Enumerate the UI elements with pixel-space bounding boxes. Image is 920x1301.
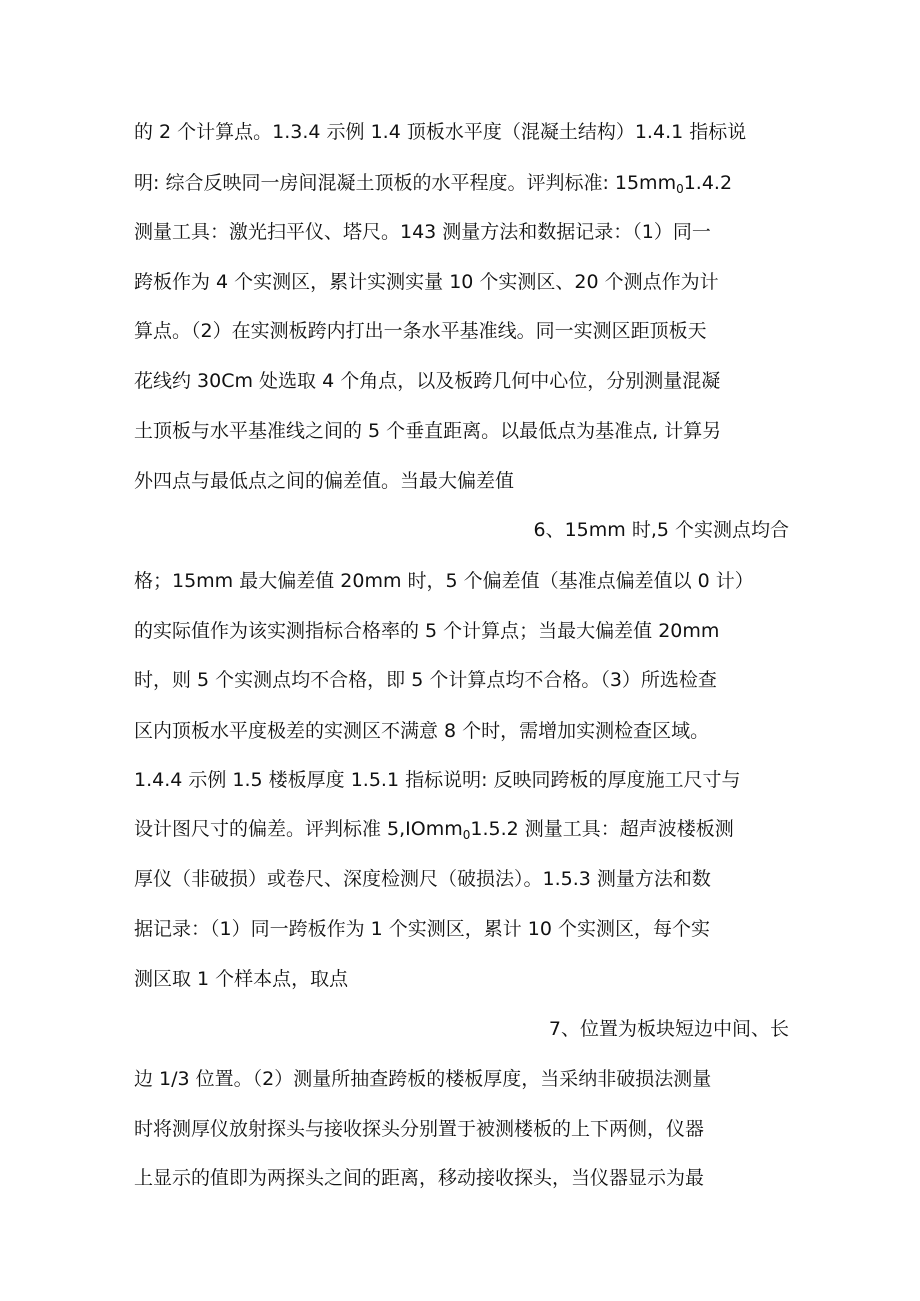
list-item: 7、位置为板块短边中间、长 bbox=[548, 1018, 789, 1040]
subscript: 0 bbox=[462, 828, 471, 842]
text-line: 外四点与最低点之间的偏差值。当最大偏差值 bbox=[134, 470, 515, 492]
text-line: 时将测厚仪放射探头与接收探头分别置于被测楼板的上下两侧，仪器 bbox=[134, 1118, 705, 1140]
text-line: 厚仪（非破损）或卷尺、深度检测尺（破损法）。1.5.3 测量方法和数 bbox=[134, 868, 711, 890]
text-line: 的 2 个计算点。1.3.4 示例 1.4 顶板水平度（混凝土结构）1.4.1 指标说 bbox=[134, 121, 747, 143]
text-line: 测区取 1 个样本点，取点 bbox=[134, 968, 349, 990]
text-line: 1.4.4 示例 1.5 楼板厚度 1.5.1 指标说明: 反映同跨板的厚度施工尺寸与 bbox=[134, 769, 741, 791]
subscript: 0 bbox=[676, 182, 684, 196]
text-line: 算点。（2）在实测板跨内打出一条水平基准线。同一实测区距顶板天 bbox=[134, 320, 707, 342]
text-line: 土顶板与水平基准线之间的 5 个垂直距离。以最低点为基准点, 计算另 bbox=[134, 420, 722, 442]
text-segment: 1.4.2 bbox=[683, 172, 733, 194]
text-line bbox=[134, 817, 789, 847]
text-line: 测量工具：激光扫平仪、塔尺。143 测量方法和数据记录：（1）同一 bbox=[134, 221, 711, 243]
text-line bbox=[134, 171, 789, 201]
text-line: 上显示的值即为两探头之间的距离，移动接收探头，当仪器显示为最 bbox=[134, 1167, 705, 1189]
text-segment: 设计图尺寸的偏差。评判标准 5,IOmm bbox=[134, 818, 463, 840]
text-segment: 1.5.2 测量工具：超声波楼板测 bbox=[470, 818, 734, 840]
text-line: 据记录：（1）同一跨板作为 1 个实测区，累计 10 个实测区，每个实 bbox=[134, 918, 711, 940]
text-line: 边 1/3 位置。（2）测量所抽查跨板的楼板厚度，当采纳非破损法测量 bbox=[134, 1068, 712, 1090]
text-line: 跨板作为 4 个实测区，累计实测实量 10 个实测区、20 个测点作为计 bbox=[134, 271, 719, 293]
text-line: 区内顶板水平度极差的实测区不满意 8 个时，需增加实测检查区域。 bbox=[134, 720, 710, 742]
text-line: 的实际值作为该实测指标合格率的 5 个计算点；当最大偏差值 20mm bbox=[134, 620, 720, 642]
text-line: 花线约 30Cm 处选取 4 个角点，以及板跨几何中心位，分别测量混凝 bbox=[134, 370, 721, 392]
text-line: 格；15mm 最大偏差值 20mm 时，5 个偏差值（基准点偏差值以 0 计） bbox=[134, 570, 754, 592]
text-line: 时，则 5 个实测点均不合格，即 5 个计算点均不合格。（3）所选检查 bbox=[134, 669, 717, 691]
list-item: 6、15mm 时,5 个实测点均合 bbox=[533, 519, 789, 541]
text-segment: 明: 综合反映同一房间混凝土顶板的水平程度。评判标准: 15mm bbox=[134, 172, 677, 194]
